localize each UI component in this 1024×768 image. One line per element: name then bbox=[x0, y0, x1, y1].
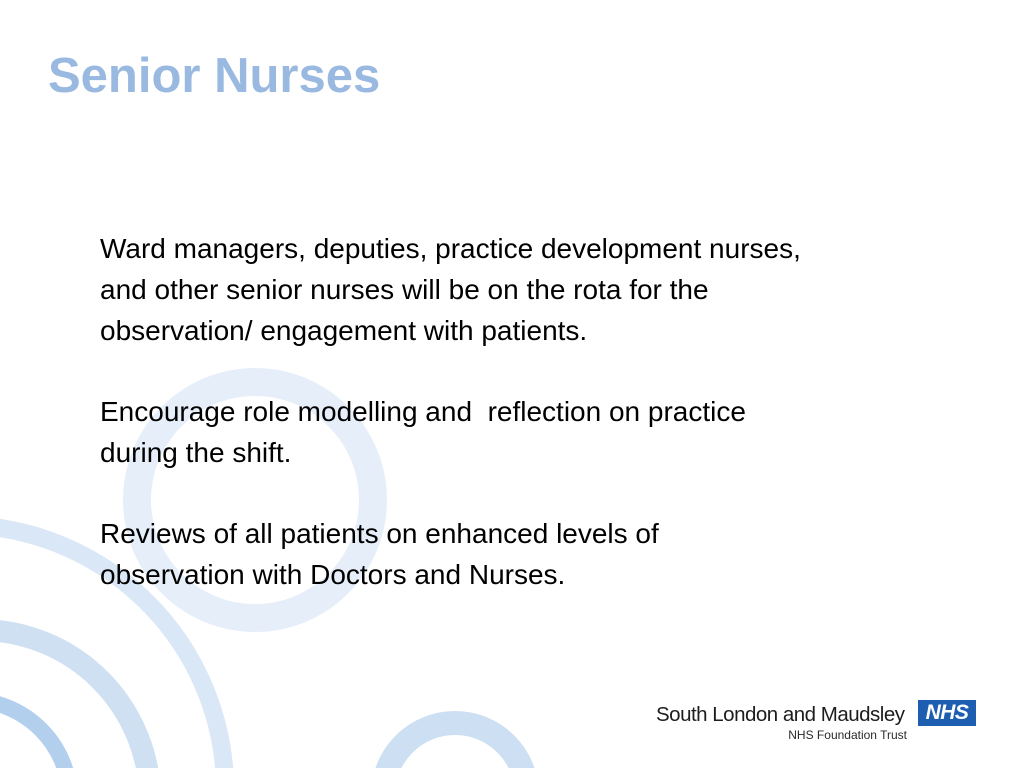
organisation-logo bbox=[656, 700, 978, 744]
paragraph-role-modelling: Encourage role modelling and reflection on practice during the shift. bbox=[100, 396, 746, 468]
nhs-badge: NHS bbox=[918, 700, 976, 726]
slide-body bbox=[100, 228, 980, 595]
paragraph-rota: Ward managers, deputies, practice development nurses, and other senior nurses will be on the rota for the observation/ engagement with patients. bbox=[100, 233, 801, 346]
organisation-subtitle: NHS Foundation Trust bbox=[788, 728, 907, 742]
organisation-name: South London and Maudsley bbox=[656, 703, 905, 726]
decor-ring-bottom bbox=[383, 723, 527, 768]
decor-ring-inner bbox=[0, 700, 70, 768]
paragraph-reviews: Reviews of all patients on enhanced levels of observation with Doctors and Nurses. bbox=[100, 518, 659, 590]
slide-title: Senior Nurses bbox=[48, 49, 381, 103]
decor-ring-mid bbox=[0, 630, 150, 768]
